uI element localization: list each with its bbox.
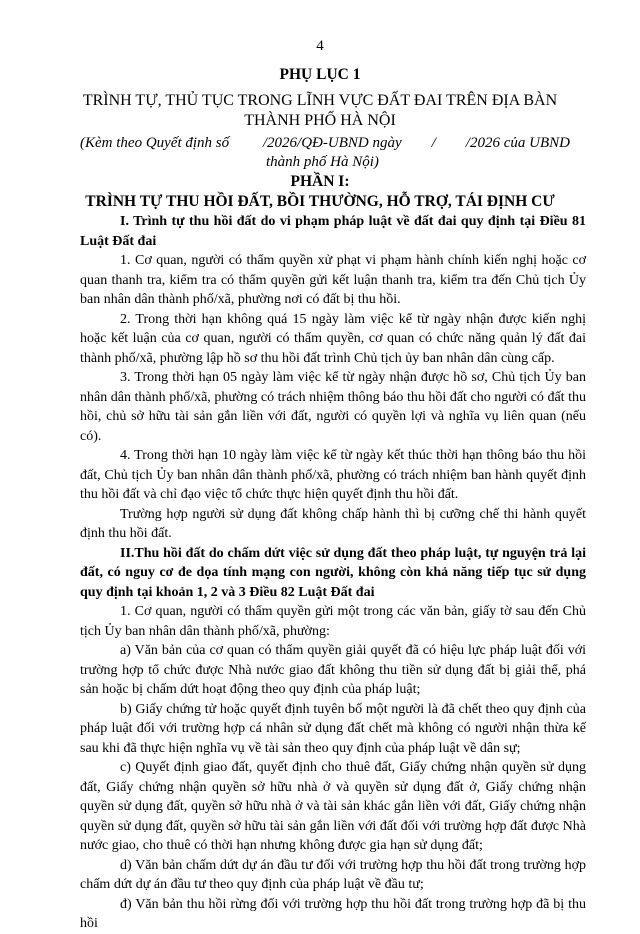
document-body [80, 212, 586, 934]
section-1-paragraph: 3. Trong thời hạn 05 ngày làm việc kể từ ngày nhận được hồ sơ, Chủ tịch Ủy ban nhân dân thành phố/xã, phường có trách nhiệm thông báo thu hồi đất cho người có đất thu hồi, chủ sở hữu tài sản gắn liền với đất, người có quyền lợi và nghĩa vụ liên quan (nếu có). [80, 370, 586, 444]
page-number: 4 [316, 38, 324, 54]
section-1-paragraph: Trường hợp người sử dụng đất không chấp hành thì bị cưỡng chế thi hành quyết định thu hồi đất. [80, 506, 586, 541]
section-1-paragraph: 2. Trong thời hạn không quá 15 ngày làm việc kể từ ngày nhận được kiến nghị hoặc kết luận của cơ quan, người có thẩm quyền, cơ quan có chức năng quản lý đất đai thành phố/xã, phường lập hồ sơ thu hồi đất trình Chủ tịch ủy ban nhân dân cùng cấp. [80, 311, 586, 366]
section-2-paragraph: 1. Cơ quan, người có thẩm quyền gửi một trong các văn bản, giấy tờ sau đến Chủ tịch Ủy ban nhân dân thành phố/xã, phường: [80, 604, 586, 639]
section-2-item-b: b) Giấy chứng tử hoặc quyết định tuyên bố một người là đã chết theo quy định của pháp luật đối với trường hợp cá nhân sử dụng đất chết mà không có người nhận thừa kế sau khi đã thực hiện nghĩa vụ về tài sản theo quy định của pháp luật về dân sự; [80, 701, 586, 756]
section-2-item-dd: đ) Văn bản thu hồi rừng đối với trường hợp thu hồi đất trong trường hợp đã bị thu hồi [80, 896, 586, 931]
section-1-paragraph: 1. Cơ quan, người có thẩm quyền xử phạt vi phạm hành chính kiến nghị hoặc cơ quan thanh tra, kiểm tra có thẩm quyền gửi kết luận thanh tra, kiểm tra đến Chủ tịch Ủy ban nhân dân thành phố/xã, phường nơi có đất bị thu hồi. [80, 253, 586, 307]
part-title: TRÌNH TỰ THU HỒI ĐẤT, BỒI THƯỜNG, HỖ TRỢ, TÁI ĐỊNH CƯ [85, 193, 555, 210]
section-2-heading: II.Thu hồi đất do chấm dứt việc sử dụng đất theo pháp luật, tự nguyện trả lại đất, có nguy cơ đe dọa tính mạng con người, không còn khả năng tiếp tục sử dụng quy định tại khoản 1, 2 và 3 Điều 82 Luật Đất đai [80, 545, 586, 600]
section-1-heading: I. Trình tự thu hồi đất do vi phạm pháp luật về đất đai quy định tại Điều 81 Luật Đất đai [80, 214, 586, 249]
appendix-subtitle-line2: THÀNH PHỐ HÀ NỘI [244, 112, 396, 129]
decision-reference [80, 134, 580, 172]
section-1-paragraph: 4. Trong thời hạn 10 ngày làm việc kể từ ngày kết thúc thời hạn thông báo thu hồi đất, Chủ tịch Ủy ban nhân dân thành phố/xã, phường có trách nhiệm ban hành quyết định thu hồi đất và chỉ đạo việc tổ chức thực hiện quyết định thu hồi đất. [80, 448, 586, 502]
appendix-subtitle-line1: TRÌNH TỰ, THỦ TỤC TRONG LĨNH VỰC ĐẤT ĐAI TRÊN ĐỊA BÀN [82, 92, 558, 109]
decision-reference-line1: (Kèm theo Quyết định số /2026/QĐ-UBND ngày / /2026 của UBND [80, 135, 570, 151]
decision-reference-line2: thành phố Hà Nội) [266, 154, 379, 170]
section-2-item-d: d) Văn bản chấm dứt dự án đầu tư đối với trường hợp thu hồi đất trong trường hợp chấm dứt dự án đầu tư theo quy định của pháp luật về đầu tư; [80, 857, 586, 892]
section-2-item-c: c) Quyết định giao đất, quyết định cho thuê đất, Giấy chứng nhận quyền sử dụng đất, Giấy chứng nhận quyền sở hữu nhà ở và quyền sử dụng đất ở, Giấy chứng nhận quyền sử dụng đất, quyền sở hữu nhà ở và tài sản khác gắn liền với đất, Giấy chứng nhận quyền sử dụng đất, quyền sở hữu tài sản gắn liền với đất đối với trường hợp đất được Nhà nước giao, cho thuê có thời hạn nhưng không được gia hạn sử dụng đất; [80, 760, 586, 853]
appendix-title: PHỤ LỤC 1 [279, 66, 361, 83]
appendix-subtitle [0, 91, 640, 131]
part-label: PHẦN I: [290, 173, 350, 190]
section-2-item-a: a) Văn bản của cơ quan có thẩm quyền giải quyết đã có hiệu lực pháp luật đối với trường hợp tổ chức được Nhà nước giao đất không thu tiền sử dụng đất bị giải thể, phá sản hoặc bị chấm dứt hoạt động theo quy định của pháp luật; [80, 643, 586, 697]
